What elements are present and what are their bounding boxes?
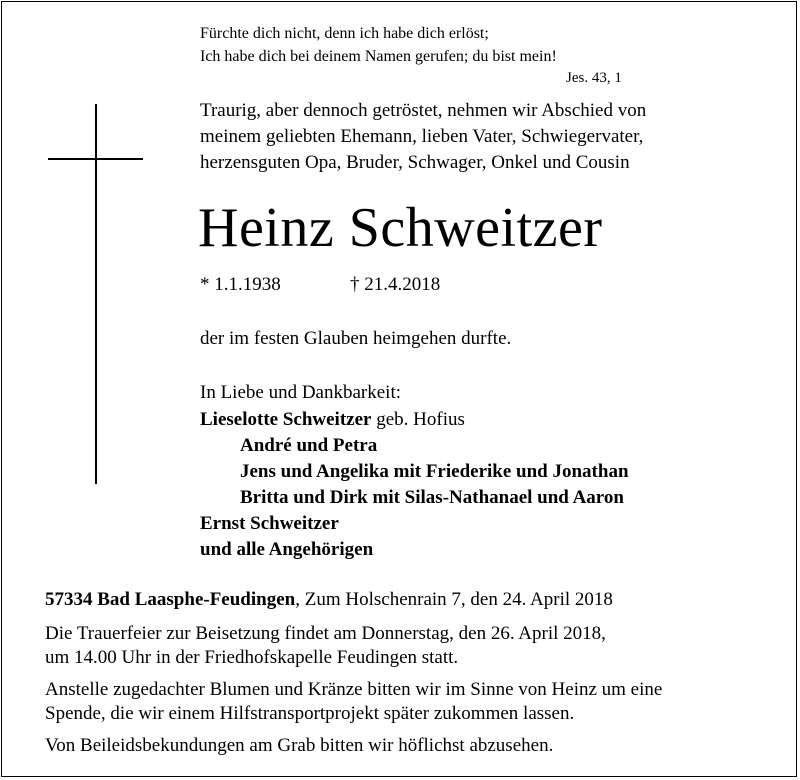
verse-reference: Jes. 43, 1	[566, 70, 622, 86]
ceremony-line-2: um 14.00 Uhr in der Friedhofskapelle Feudingen statt.	[45, 647, 459, 668]
widow-name: Lieselotte Schweitzer	[200, 409, 372, 430]
donation-line-2: Spende, die wir einem Hilfstransportprojekt später zukommen lassen.	[45, 703, 575, 724]
child-family-1: André und Petra	[240, 435, 378, 456]
intro-line-1: Traurig, aber dennoch getröstet, nehmen wir Abschied von	[200, 100, 647, 121]
child-family-2: Jens und Angelika mit Friederike und Jonathan	[240, 461, 629, 482]
faith-line: der im festen Glauben heimgehen durfte.	[200, 328, 512, 349]
child-family-3: Britta und Dirk mit Silas-Nathanael und Aaron	[240, 487, 624, 508]
intro-line-2: meinem geliebten Ehemann, lieben Vater, Schwiegervater,	[200, 126, 644, 147]
cross-icon	[95, 104, 97, 484]
ceremony-line-1: Die Trauerfeier zur Beisetzung findet am Donnerstag, den 26. April 2018,	[45, 623, 606, 644]
cross-icon-bar	[48, 158, 143, 160]
mourner-relatives: und alle Angehörigen	[200, 539, 374, 560]
deceased-name: Heinz Schweitzer	[198, 197, 603, 259]
intro-line-3: herzensguten Opa, Bruder, Schwager, Onkel und Cousin	[200, 152, 630, 173]
mourner-brother: Ernst Schweitzer	[200, 513, 339, 534]
death-date: † 21.4.2018	[350, 274, 441, 295]
donation-line-1: Anstelle zugedachter Blumen und Kränze bitten wir im Sinne von Heinz um eine	[45, 679, 663, 700]
condolence-note: Von Beileidsbekundungen am Grab bitten wir höflichst abzusehen.	[45, 735, 554, 756]
widow-line	[200, 407, 465, 433]
address-line	[45, 587, 613, 613]
widow-maiden-name: geb. Hofius	[371, 409, 465, 430]
birth-date: * 1.1.1938	[200, 274, 281, 295]
address-rest: , Zum Holschenrain 7, den 24. April 2018	[295, 589, 613, 610]
verse-line-2: Ich habe dich bei deinem Namen gerufen; du bist mein!	[200, 48, 557, 65]
address-place: 57334 Bad Laasphe-Feudingen	[45, 589, 296, 610]
mourners-intro: In Liebe und Dankbarkeit:	[200, 382, 402, 403]
verse-line-1: Fürchte dich nicht, denn ich habe dich erlöst;	[200, 25, 489, 42]
